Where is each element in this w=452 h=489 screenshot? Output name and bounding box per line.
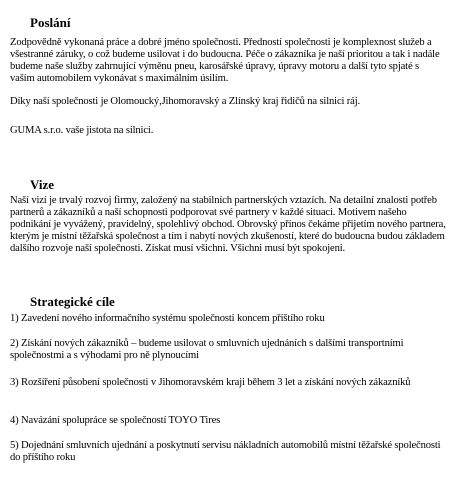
mission-paragraph-1: Zodpovědně vykonaná práce a dobré jméno společnosti. Předností společnosti je komplexnost služeb a všestranné záruky, o což budeme usilovat i do budoucna. Péče o zákazníka je naší prioritou a tak i nadále budeme naše služby zahrnující výměnu pneu, karosářské úpravy, úpravy motoru a další tyto spjaté s vaším automobilem vykonávat s maximálním úsilím. — [10, 37, 440, 84]
mission-paragraph-3: GUMA s.r.o. vaše jistota na silnici. — [10, 125, 154, 136]
goal-item-1: 1) Zavedení nového informačního systému společnosti koncem příštího roku — [10, 313, 325, 324]
goal-item-3: 3) Rozšíření působení společnosti v Jihomoravském kraji během 3 let a získání nových zákazníků — [10, 377, 411, 388]
heading-strategic-goals: Strategické cíle — [30, 294, 115, 309]
vision-paragraph: Naší vizí je trvalý rozvoj firmy, založený na stabilních partnerských vztazích. Na detailní znalosti potřeb partnerů a zákazníků a naší schopnosti podporovat své partnery v každé situaci. Motivem našeho podnikání je vyvážený, pravidelný, spolehlivý obchod. Obrovský přínos čekáme přijetím nového partnera, kterým je místní těžařská společnost a tím i nabytí nových zkušeností, které do budoucna budou základem dalšího rozvoje naší společnosti. Získat musí všichni. Všichni musí být spokojeni. — [10, 195, 446, 254]
goal-item-2: 2) Získání nových zákazníků – budeme usilovat o smluvních ujednáních s dalšími transportními společnostmi a s výhodami pro ně plynoucími — [10, 338, 404, 361]
mission-paragraph-2: Díky naší společnosti je Olomoucký,Jihomoravský a Zlínský kraj řidičů na silnici ráj. — [10, 96, 361, 107]
heading-vision: Vize — [30, 177, 55, 192]
heading-mission: Poslání — [30, 15, 71, 30]
goal-item-4: 4) Navázání spolupráce se společností TOYO Tires — [10, 415, 221, 426]
goal-item-5: 5) Dojednání smluvních ujednání a poskytnutí servisu nákladních automobilů místní těžařské společnosti do příštího roku — [10, 440, 441, 463]
